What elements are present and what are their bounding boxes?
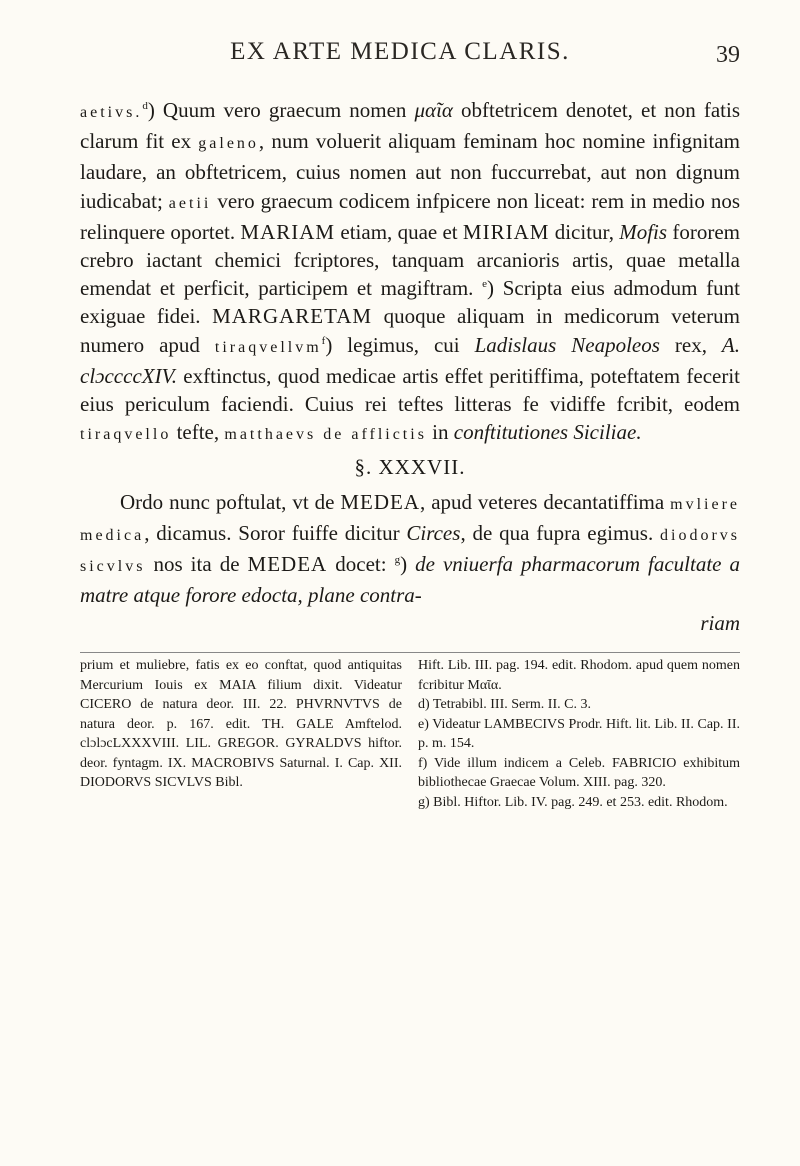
footnotes <box>80 656 740 812</box>
author-name: galeno <box>198 135 259 153</box>
text-run: , de qua fupra egimus. <box>460 520 660 545</box>
author-name: matthaevs de afflictis <box>224 426 427 444</box>
quotation-italic: de vniuerfa pharmacorum facultate a matre atque forore edocta, plane contra- <box>80 552 741 608</box>
greek-word: μαῖα <box>414 98 453 122</box>
running-title: EX ARTE MEDICA CLARIS. <box>230 38 570 65</box>
text-run: docet: <box>327 552 395 577</box>
text-run: dicitur, <box>549 219 620 244</box>
footnote-e: e) Videatur LAMBECIVS Prodr. Hift. lit. Lib. II. Cap. II. p. m. 154. <box>418 716 740 751</box>
author-name: tiraqvellvm <box>214 338 322 356</box>
text-run: , num voluerit aliquam feminam hoc nomine infignitam laudare, an obftetricem, cuius nomen aut non fuccurrebat, aut non dignum iudicabat; <box>80 129 740 213</box>
text-run: ) <box>400 552 416 577</box>
work-title-italic: conftitutiones Siciliae. <box>453 420 642 445</box>
text-run: Ordo nunc poftulat, vt de <box>120 489 341 514</box>
author-name: diodorvs sicvlvs <box>80 526 740 576</box>
catchword: riam <box>700 611 740 636</box>
person-name: MEDEA <box>340 489 421 514</box>
page-number: 39 <box>716 42 740 68</box>
author-name: aetivs. <box>80 104 143 121</box>
text-run: rex, <box>659 332 722 357</box>
section-heading: §. XXXVII. <box>354 455 466 480</box>
person-name-italic: Circes <box>406 520 461 545</box>
text-run: ) legimus, cui <box>325 332 475 357</box>
person-name: MEDEA <box>247 552 328 577</box>
emphasis-smallcaps: mvliere medica <box>80 495 741 544</box>
page-header <box>0 36 800 76</box>
year-italic: A. clɔccccXIV. <box>80 332 740 388</box>
paragraph-aetius <box>80 96 740 449</box>
text-run: ) Quum vero graecum nomen <box>147 98 415 122</box>
text-run: fororem crebro iactant chemici fcriptores, tanquam arcanioris artis, quae metalla emendat et perficit, participem et magiftram. <box>80 219 740 301</box>
author-name: tiraqvello <box>80 426 172 444</box>
footnote-f: f) Vide illum indicem a Celeb. FABRICIO exhibitum bibliothecae Graecae Volum. XIII. pag. 320. <box>418 755 740 790</box>
text-run: quoque aliquam in medicorum veterum numero apud <box>80 304 740 357</box>
person-name-italic: Mofis <box>619 219 668 244</box>
text-run: tefte, <box>171 420 225 445</box>
footnotes-right-column <box>418 656 740 812</box>
footnote-ref: d <box>142 100 148 112</box>
footnote-ref: e <box>482 278 488 291</box>
main-text <box>80 96 740 638</box>
footnote-ref: g <box>394 554 401 567</box>
person-name: MARIAM <box>240 219 336 244</box>
text-run: exftinctus, quod medicae artis effet peritiffima, poteftatem fecerit eius periculum faciendi. Cuius rei teftes litteras fe vidiffe fcribit, eodem <box>80 363 740 417</box>
paragraph-medea <box>80 488 740 610</box>
footnote-divider <box>80 652 740 653</box>
footnote-g: g) Bibl. Hiftor. Lib. IV. pag. 249. et 253. edit. Rhodom. <box>418 794 728 810</box>
footnote-ref: f <box>321 334 326 347</box>
footnote-continuation: prium et muliebre, fatis ex eo conftat, quod antiquitas Mercurium Iouis ex MAIA filium dixit. Videatur CICERO de natura deor. III. 22. PHVRNVTVS de natura deor. p. 167. edit. TH. GALE Amftelod. clɔlɔcLXXXVIII. LIL. GREGOR. GYRALDVS hiftor. deor. fyntagm. IX. MACROBIVS Saturnal. I. Cap. XII. DIODORVS SICVLVS Bibl. <box>80 658 402 790</box>
text-run: , dicamus. Soror fuiffe dicitur <box>144 520 407 545</box>
person-name: MIRIAM <box>462 219 550 244</box>
text-run: etiam, quae et <box>335 219 463 244</box>
text-run: obftetricem denotet, et non fatis clarum fit ex <box>80 98 740 154</box>
author-name: aetii <box>168 194 212 212</box>
person-name-italic: Ladislaus Neapoleos <box>474 332 660 357</box>
text-run: ) Scripta eius admodum funt exiguae fidei. <box>80 276 740 329</box>
text-run: in <box>426 420 454 445</box>
footnote-continuation: Hift. Lib. III. pag. 194. edit. Rhodom. apud quem nomen fcribitur Μαῖα. <box>418 658 740 693</box>
footnotes-left-column <box>80 656 402 812</box>
footnote-d: d) Tetrabibl. III. Serm. II. C. 3. <box>418 697 591 712</box>
text-run: nos ita de <box>145 552 248 577</box>
person-name: MARGARETAM <box>212 304 373 329</box>
text-run: vero graecum codicem infpicere non liceat: rem in medio nos relinquere oportet. <box>80 188 740 244</box>
text-run: , apud veteres decantatiffima <box>420 489 671 514</box>
